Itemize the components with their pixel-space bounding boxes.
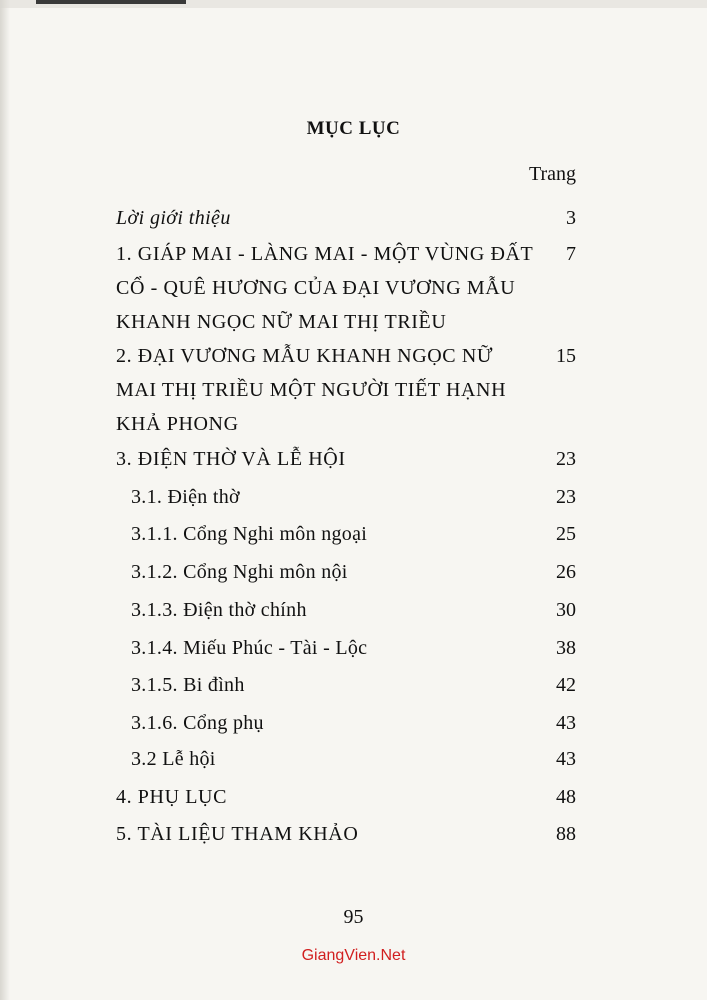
- toc-entry-label: Lời giới thiệu: [116, 207, 231, 229]
- toc-entry-page: 23: [556, 486, 576, 508]
- toc-entry-page: 43: [556, 748, 576, 770]
- toc-entry-page: 48: [556, 786, 576, 808]
- page-column-header: Trang: [528, 163, 576, 185]
- toc-entry-label: 3.1.5. Bi đình: [131, 674, 245, 696]
- toc-entry-label-line: 2. ĐẠI VƯƠNG MẪU KHANH NGỌC NỮ: [116, 345, 493, 367]
- toc-entry-label-line: CỔ - QUÊ HƯƠNG CỦA ĐẠI VƯƠNG MẪU: [116, 277, 516, 299]
- toc-entry-label: 3.1.2. Cổng Nghi môn nội: [131, 561, 348, 583]
- toc-entry-page: 23: [556, 448, 576, 470]
- toc-entry-page: 38: [556, 637, 576, 659]
- toc-entry-label-line: 1. GIÁP MAI - LÀNG MAI - MỘT VÙNG ĐẤT: [116, 243, 534, 265]
- toc-entry-label: 3.1.3. Điện thờ chính: [131, 599, 307, 621]
- toc-entry-label: 4. PHỤ LỤC: [116, 786, 228, 808]
- watermark: GiangVien.Net: [301, 947, 406, 964]
- toc-entry-label: 3.1.6. Cổng phụ: [131, 712, 264, 734]
- toc-entry-label-line: MAI THỊ TRIỀU MỘT NGƯỜI TIẾT HẠNH: [116, 379, 507, 401]
- toc-entry-page: 3: [566, 207, 576, 229]
- toc-entry-page: 26: [556, 561, 576, 583]
- toc-entry-page: 43: [556, 712, 576, 734]
- toc-entry-label: 3.1.4. Miếu Phúc - Tài - Lộc: [131, 637, 368, 659]
- page-title: MỤC LỤC: [306, 118, 401, 139]
- page-number: 95: [343, 906, 364, 928]
- toc-entry-page: 88: [556, 823, 576, 845]
- toc-entry-label: 3.2 Lễ hội: [131, 748, 216, 770]
- toc-entry-page: 25: [556, 523, 576, 545]
- toc-entry-label: 5. TÀI LIỆU THAM KHẢO: [116, 823, 359, 845]
- toc-entry-page: 30: [556, 599, 576, 621]
- toc-entry-label: 3.1. Điện thờ: [131, 486, 240, 508]
- toc-entry-label: 3.1.1. Cổng Nghi môn ngoại: [131, 523, 368, 545]
- toc-entry-page: 15: [556, 345, 576, 367]
- toc-entry-page: 7: [566, 243, 576, 265]
- toc-entry-label-line: KHẢ PHONG: [116, 413, 239, 435]
- toc-entry-label: 3. ĐIỆN THỜ VÀ LỄ HỘI: [116, 448, 346, 470]
- toc-entry-page: 42: [556, 674, 576, 696]
- toc-entry-label-line: KHANH NGỌC NỮ MAI THỊ TRIỀU: [116, 311, 447, 333]
